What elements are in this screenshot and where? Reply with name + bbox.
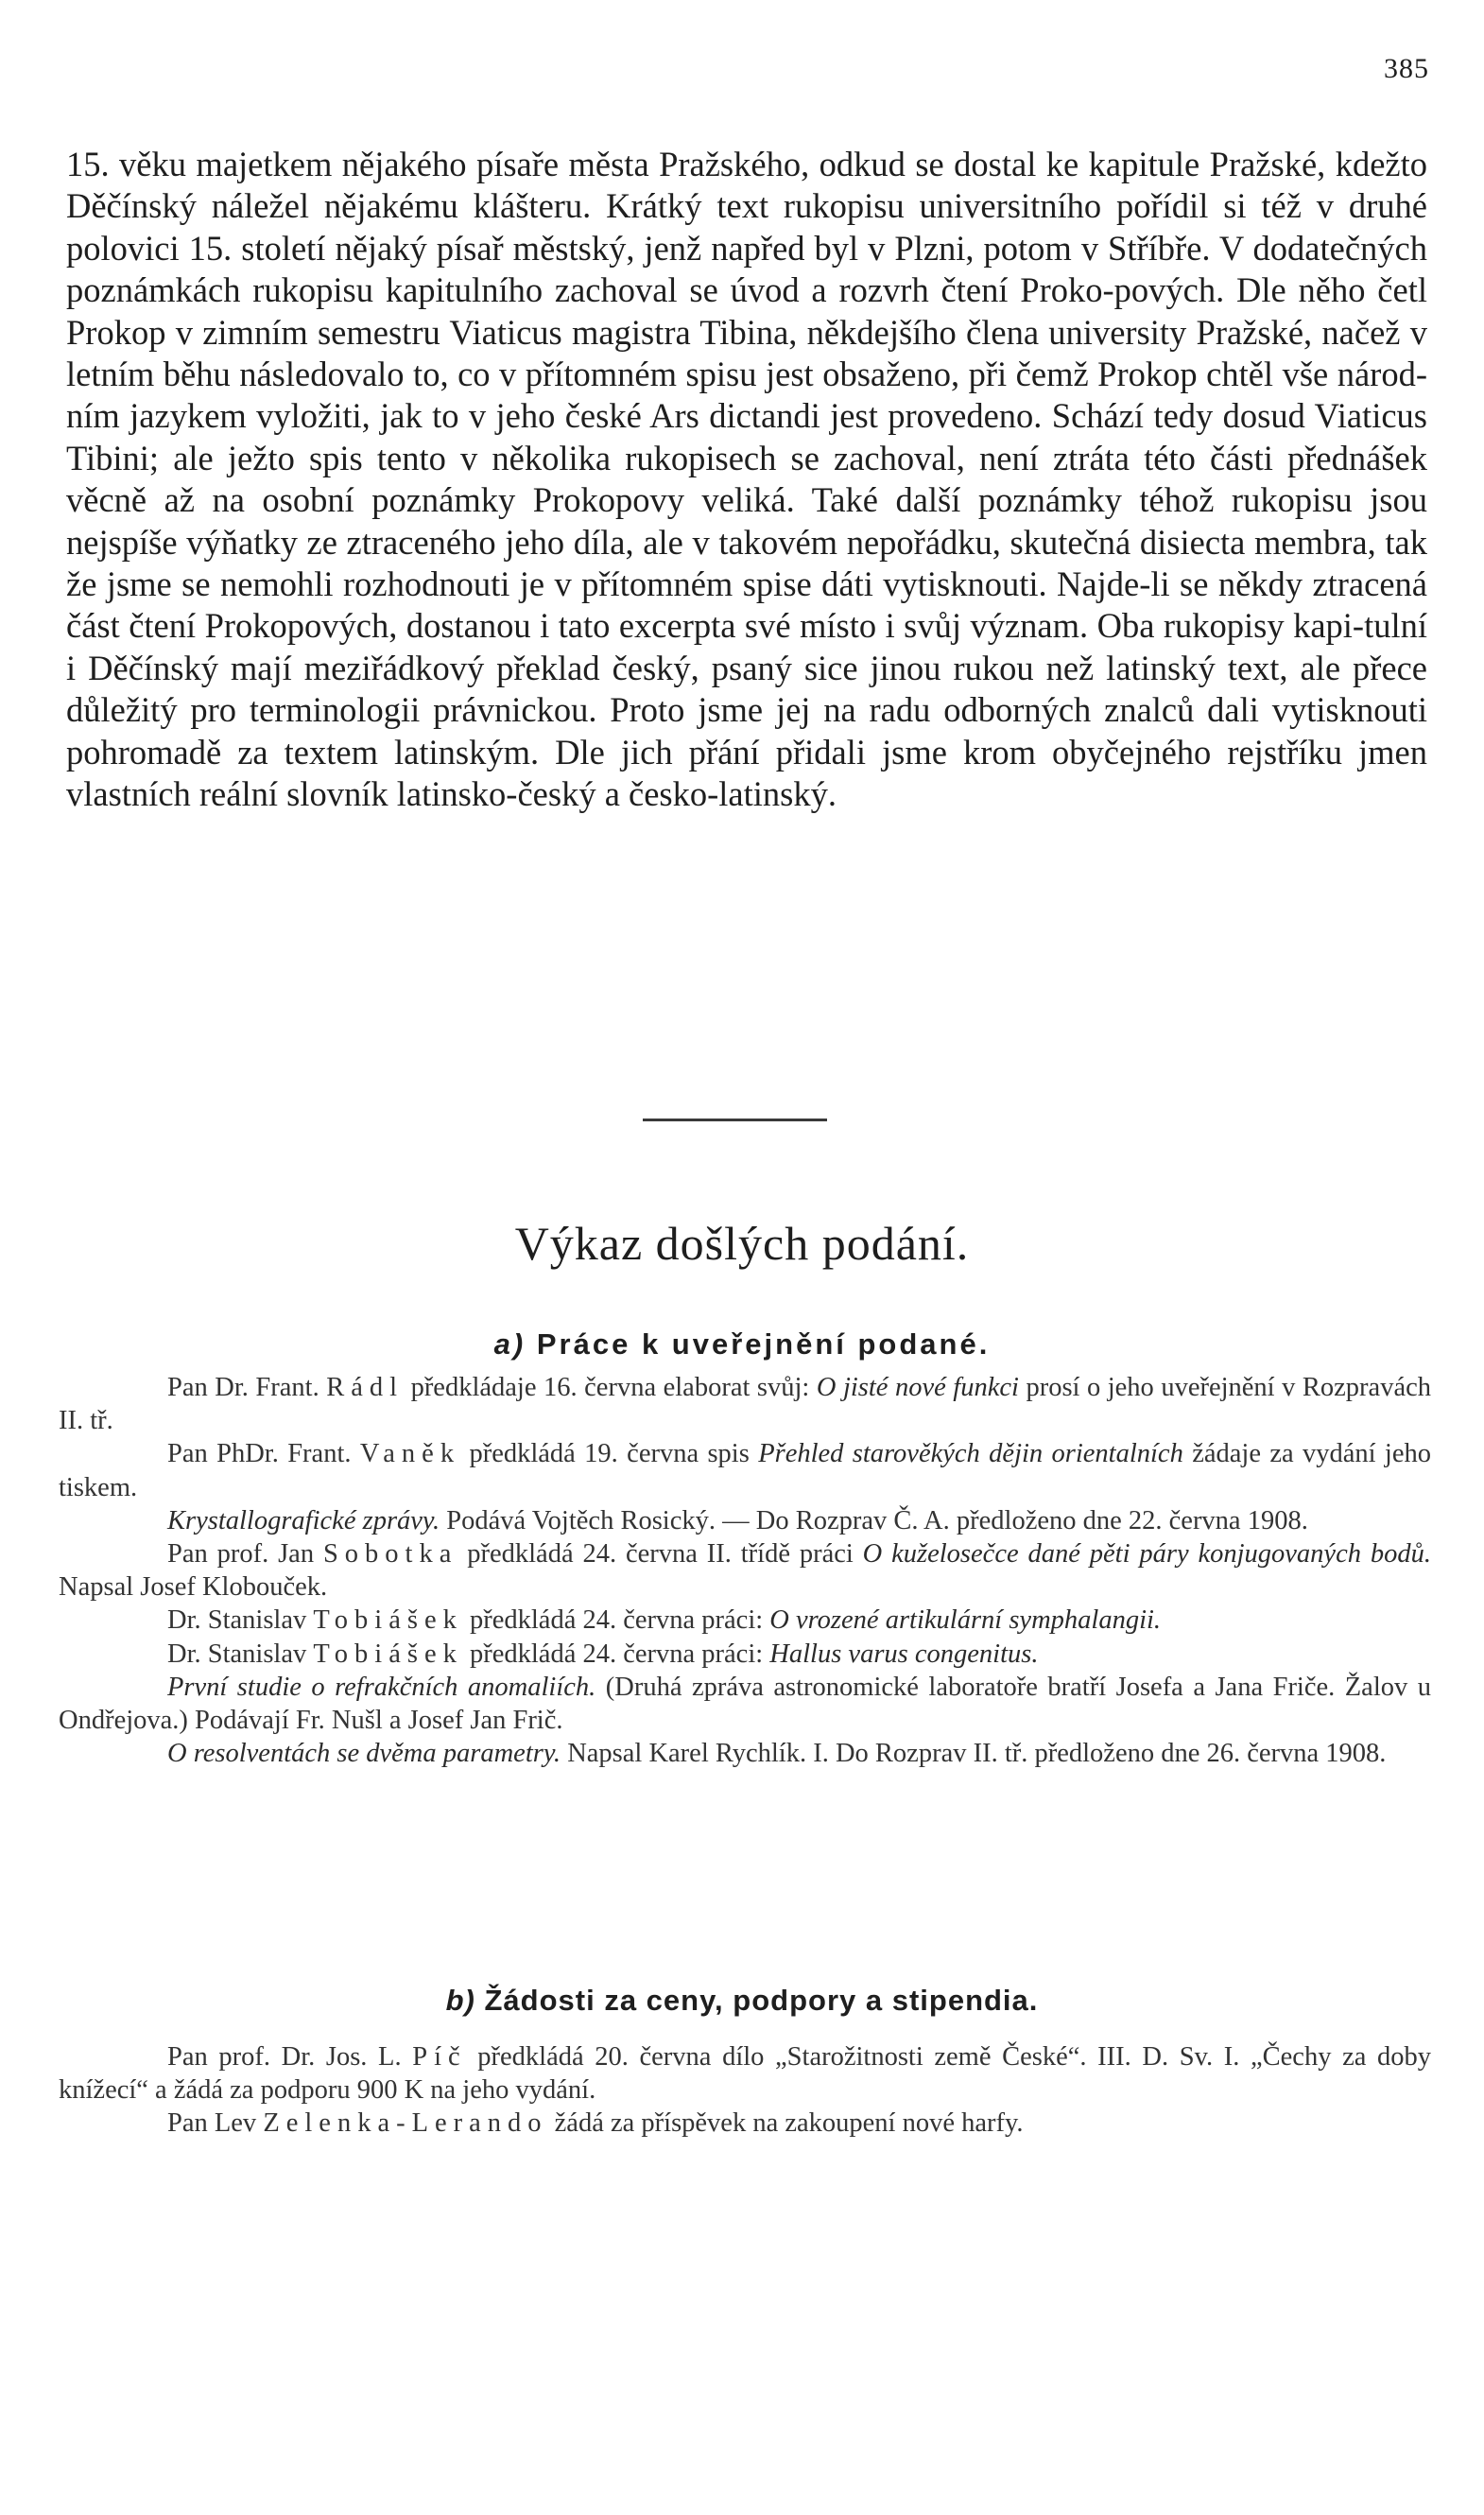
list-item: První studie o refrakčních anomaliích. (Druhá zpráva astronomické laboratoře bratří Josefa a Jana Friče. Žalov u Ondřejova.) Podávají Fr. Nušl a Josef Jan Frič. <box>59 1672 1431 1736</box>
list-item: Pan prof. Dr. Jos. L. Píč předkládá 20. června dílo „Starožitnosti země České“. III. D. Sv. I. „Čechy za doby knížecí“ a žádá za podporu 900 K na jeho vydání. <box>59 2042 1431 2106</box>
page-number: 385 <box>1384 53 1429 84</box>
section-title: Výkaz došlých podání. <box>514 1217 970 1270</box>
section-divider <box>643 1119 827 1121</box>
entries-list-a <box>59 1371 1431 1770</box>
list-item: Pan prof. Jan Sobotka předkládá 24. června II. třídě práci O kuželosečce dané pěti páry konjugovaných bodů. Napsal Josef Klobouček. <box>59 1539 1431 1603</box>
list-item: O resolventách se dvěma parametry. Napsal Karel Rychlík. I. Do Rozprav II. tř. předloženo dne 26. června 1908. <box>167 1739 1387 1769</box>
list-item: Krystallografické zprávy. Podává Vojtěch Rosický. — Do Rozprav Č. A. předloženo dne 22. června 1908. <box>167 1505 1308 1535</box>
list-item: Pan PhDr. Frant. Vaněk předkládá 19. června spis Přehled starověkých dějin orientalních žádaje za vydání jeho tiskem. <box>59 1439 1431 1502</box>
subheading-a-letter: a) <box>493 1327 526 1361</box>
intro-part-1: 15. věku majetkem nějakého písaře města Pražského, odkud se dostal ke kapitule Pražské, kdežto Děčínský náležel nějakému klášteru. Krátký text rukopisu universitního pořídil si též v druhé polovici 15. století nějaký písař městský, jenž napřed byl v Plzni, potom v Stříbře. V dodatečných poznámkách rukopisu kapitulního zachoval se úvod a rozvrh čtení Proko- <box>66 145 1427 310</box>
subheading-a-text: Práce k uveřejnění podané. <box>536 1327 991 1361</box>
intro-text <box>66 144 1427 816</box>
intro-part-4: tulní i Děčínský mají meziřádkový překlad český, psaný sice jinou rukou než latinský text, ale přece důležitý pro terminologii právnickou. Proto jsme jej na radu odborných znalců dali vytisknouti pohromadě za textem latinským. Dle jich přání přidali jsme krom obyčejného rejstříku jmen vlastních reální slovník latinsko-český a česko-latinský. <box>66 606 1427 814</box>
entries-list-b <box>59 2040 1431 2141</box>
subheading-a <box>0 1327 1484 1362</box>
subheading-b-letter: b) <box>445 1984 475 2017</box>
subheading-b-text: Žádosti za ceny, podpory a stipendia. <box>484 1984 1039 2017</box>
intro-part-2: pových. Dle něho četl Prokop v zimním semestru Viaticus magistra Tibina, někdejšího člena university Pražské, načež v letním běhu následovalo to, co v přítomném spisu jest obsaženo, při čemž Prokop chtěl vše národ- <box>66 270 1427 394</box>
list-item: Dr. Stanislav Tobiášek předkládá 24. června práci: O vrozené artikulární symphalangii. <box>167 1605 1162 1636</box>
intro-part-3: ním jazykem vyložiti, jak to v jeho české Ars dictandi jest provedeno. Schází tedy dosud Viaticus Tibini; ale ježto spis tento v několika rukopisech se zachoval, není ztráta této části přednášek věcně až na osobní poznámky Prokopovy veliká. Také další poznámky téhož rukopisu jsou nejspíše výňatky ze ztraceného jeho díla, ale v takovém nepořádku, skutečná disiecta membra, tak že jsme se nemohli rozhodnouti je v přítomném spise dáti vytisknouti. Najde-li se někdy ztracená část čtení Prokopových, dostanou i tato excerpta své místo i svůj význam. Oba rukopisy kapi- <box>66 396 1427 646</box>
subheading-b <box>0 1984 1484 2018</box>
list-item: Dr. Stanislav Tobiášek předkládá 24. června práci: Hallus varus congenitus. <box>167 1639 1039 1669</box>
list-item: Pan Dr. Frant. Rádl předkládaje 16. června elaborat svůj: O jisté nové funkci prosí o jeho uveřejnění v Rozpravách II. tř. <box>59 1373 1431 1436</box>
list-item: Pan Lev Zelenka-Lerando žádá za příspěvek na zakoupení nové harfy. <box>167 2108 1024 2139</box>
